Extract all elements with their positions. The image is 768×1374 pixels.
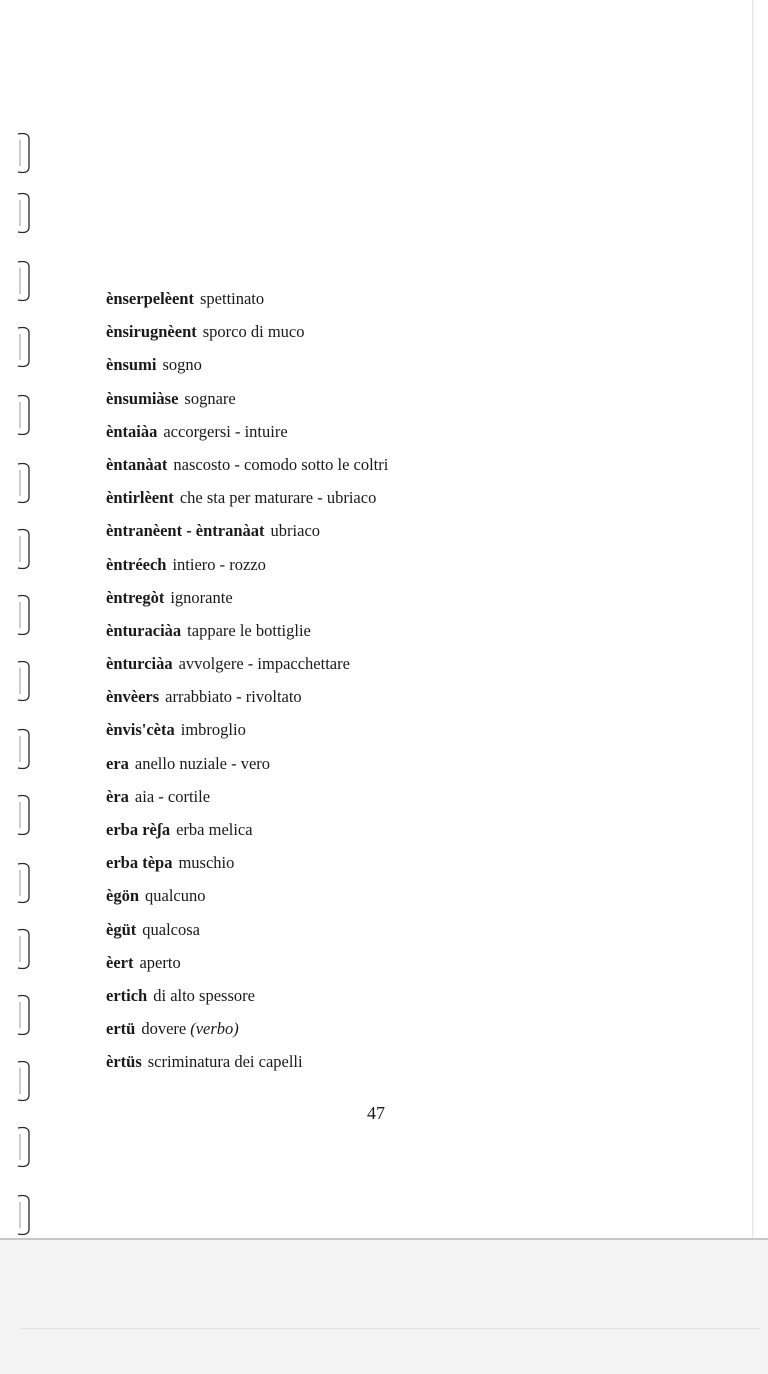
scan-background: [0, 1240, 768, 1374]
entry-term: ènsumiàse: [106, 388, 179, 408]
page-right-edge: [752, 0, 754, 1240]
dictionary-entry: [106, 817, 706, 850]
entry-definition: avvolgere - impacchettare: [178, 654, 350, 674]
entry-note: (verbo): [190, 1019, 239, 1039]
dictionary-entry: [106, 552, 706, 585]
dictionary-entry: [106, 518, 706, 551]
entry-definition: accorgersi - intuire: [163, 421, 288, 441]
dictionary-entry: [106, 917, 706, 950]
entry-term: ènserpelèent: [106, 289, 194, 308]
entry-term: ènsumi: [106, 355, 157, 375]
dictionary-entry: [106, 585, 706, 618]
dictionary-entry: [106, 319, 706, 352]
entry-definition: muschio: [178, 853, 235, 873]
entry-term: ertü: [106, 1019, 136, 1039]
dictionary-entry: [106, 983, 706, 1016]
dictionary-entry: [106, 950, 706, 983]
binding-ring-icon: [14, 926, 34, 972]
dictionary-entry: [106, 1016, 706, 1049]
binding-ring-icon: [14, 658, 34, 704]
entry-list: [106, 286, 706, 1083]
entry-definition: che sta per maturare - ubriaco: [179, 488, 377, 508]
binding-ring-icon: [14, 860, 34, 906]
entry-term: ènturaciàa: [106, 620, 182, 640]
entry-term: èntregòt: [106, 587, 165, 607]
entry-term: èntranèent - èntranàat: [106, 521, 265, 541]
entry-definition: anello nuziale - vero: [134, 753, 271, 773]
binding-ring-icon: [14, 592, 34, 638]
scan-shadow-line: [20, 1328, 760, 1329]
entry-definition: spettinato: [199, 289, 265, 308]
entry-definition: sporco di muco: [202, 322, 305, 342]
dictionary-entry: [106, 386, 706, 419]
binding-ring-icon: [14, 1192, 34, 1238]
dictionary-entry: [106, 618, 706, 651]
binding-ring-icon: [14, 792, 34, 838]
entry-term: èntréech: [106, 554, 167, 574]
entry-definition: tappare le bottiglie: [187, 620, 311, 640]
spiral-binding: [0, 130, 50, 1240]
dictionary-entry: [106, 286, 706, 319]
entry-term: ertich: [106, 985, 148, 1005]
binding-ring-icon: [14, 258, 34, 304]
binding-ring-icon: [14, 190, 34, 236]
entry-term: èra: [106, 786, 129, 806]
entry-term: ègüt: [106, 919, 137, 939]
entry-definition: imbroglio: [180, 720, 246, 740]
entry-term: èntirlèent: [106, 488, 174, 508]
dictionary-entry: [106, 651, 706, 684]
dictionary-entry: [106, 452, 706, 485]
entry-term: ènvis'cèta: [106, 720, 175, 740]
dictionary-entry: [106, 485, 706, 518]
binding-ring-icon: [14, 726, 34, 772]
entry-definition: arrabbiato - rivoltato: [165, 687, 302, 707]
entry-term: èert: [106, 952, 134, 972]
dictionary-entry: [106, 717, 706, 750]
entry-definition: di alto spessore: [153, 985, 255, 1005]
entry-definition: aia - cortile: [134, 786, 211, 806]
entry-definition: scriminatura dei capelli: [147, 1052, 303, 1072]
entry-term: èntaiàa: [106, 421, 158, 441]
dictionary-entry: [106, 684, 706, 717]
entry-definition: sogno: [162, 355, 202, 375]
entry-term: era: [106, 753, 129, 773]
binding-ring-icon: [14, 130, 34, 176]
binding-ring-icon: [14, 526, 34, 572]
entry-definition: nascosto - comodo sotto le coltri: [173, 454, 389, 474]
entry-term: èntanàat: [106, 454, 168, 474]
dictionary-entry: [106, 784, 706, 817]
entry-term: èrtüs: [106, 1052, 142, 1072]
page-number: 47: [367, 1103, 385, 1123]
binding-ring-icon: [14, 1058, 34, 1104]
entry-definition: qualcosa: [142, 919, 200, 939]
binding-ring-icon: [14, 992, 34, 1038]
entry-definition: ignorante: [170, 587, 233, 607]
dictionary-entry: [106, 850, 706, 883]
entry-term: ènturciàa: [106, 654, 173, 674]
binding-ring-icon: [14, 460, 34, 506]
dictionary-entry: [106, 751, 706, 784]
entry-term: erba rèʃa: [106, 820, 171, 839]
entry-definition: sognare: [184, 388, 236, 408]
entry-term: erba tèpa: [106, 853, 173, 873]
entry-term: ègön: [106, 886, 139, 906]
entry-definition: qualcuno: [145, 886, 206, 906]
dictionary-entry: [106, 419, 706, 452]
entry-definition: intiero - rozzo: [172, 554, 266, 574]
binding-ring-icon: [14, 324, 34, 370]
dictionary-entry: [106, 352, 706, 385]
binding-ring-icon: [14, 1124, 34, 1170]
entry-term: ènvèers: [106, 687, 160, 707]
entry-term: ènsirugnèent: [106, 322, 197, 342]
dictionary-entry: [106, 1049, 706, 1082]
entry-definition: aperto: [139, 952, 181, 972]
dictionary-entry: [106, 883, 706, 916]
entry-definition: ubriaco: [270, 521, 321, 541]
binding-ring-icon: [14, 392, 34, 438]
entry-definition: dovere: [141, 1019, 187, 1039]
entry-definition: erba melica: [176, 820, 253, 839]
